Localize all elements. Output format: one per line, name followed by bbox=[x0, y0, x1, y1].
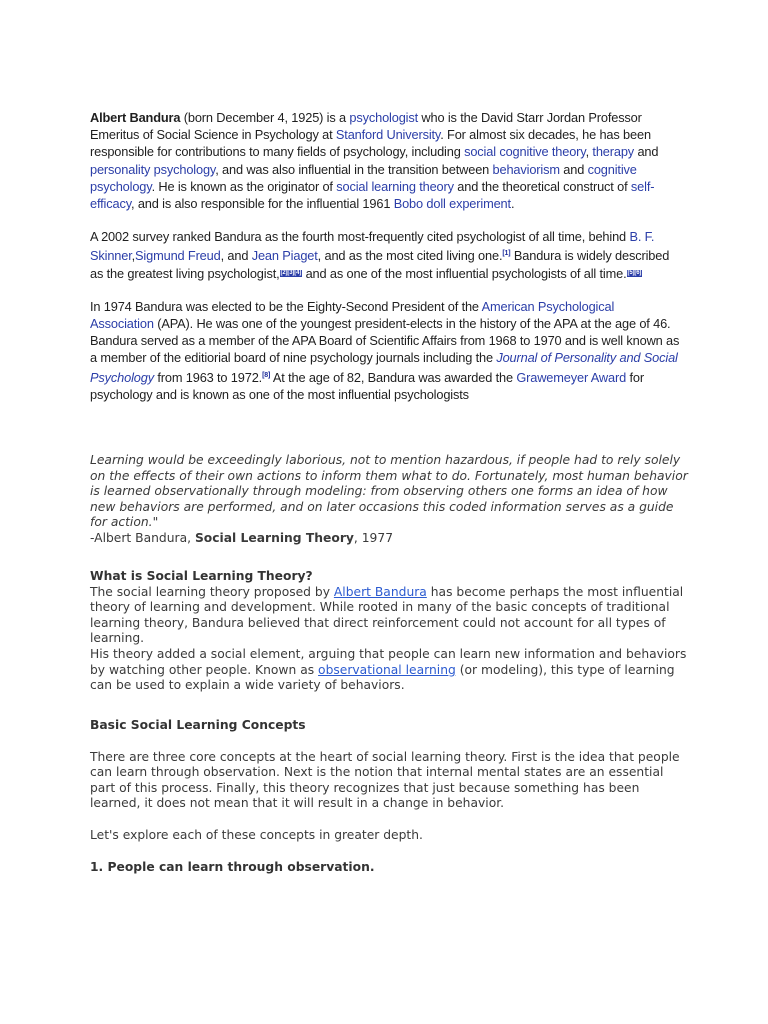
link-psychologist[interactable]: psychologist bbox=[349, 110, 419, 125]
link-personality-psychology[interactable]: personality psychology bbox=[90, 161, 216, 177]
body-paragraph: Let's explore each of these concepts in greater depth. bbox=[90, 827, 423, 842]
link-piaget[interactable]: Jean Piaget bbox=[251, 248, 318, 264]
bio-paragraph: Albert Bandura (born December 4, 1925) is a psychologist who is the David Starr Jordan Professor Emeritus of Social Science in Psychology at Stanford University. For almost six decades, he has been responsible for contributions to many fields of psychology, including social cognitive theory, therapy and personality psychology, and was also influential in the transition between behaviorism and cognitive psychology. He is known as the originator of social learning theory and the theoretical construct of self-efficacy, and is also responsible for the influential 1961 Bobo doll experiment. bbox=[90, 110, 659, 212]
apa-paragraph: In 1974 Bandura was elected to be the Eighty-Second President of the American Psychological Association (APA). He was one of the youngest president-elects in the history of the APA at the age of 46. Bandura served as a member of the APA Board of Scientific Affairs from 1968 to 1970 and is well known as a member of the editiorial board of nine psychology journals including the Journal of Personality and Social Psychology from 1963 to 1972.[8] At the age of 82, Bandura was awarded the Grawemeyer Award for psychology and is known as one of the most influential psychologists bbox=[90, 298, 680, 402]
link-apa[interactable]: American Psychological Association bbox=[90, 298, 615, 332]
link-social-learning-theory[interactable]: social learning theory bbox=[336, 178, 454, 194]
citation-paragraph: A 2002 survey ranked Bandura as the fourth most-frequently cited psychologist of all time, behind B. F. Skinner,Sigmund Freud, and Jean Piaget, and as the most cited living one.[1] Bandura is widely described as the greatest living psychologist,[2][3][4] and as one of the most influential psychologists of all time.[5][6] bbox=[90, 229, 670, 281]
quote-text: Learning would be exceedingly laborious, not to mention hazardous, if people had to rely solely on the effects of their own actions to inform them what to do. Fortunately, most human behavior is learned observationally through modeling: from observing others one forms an idea of how new behaviors are performed, and on later occasions this coded information serves as a guide for action." bbox=[90, 453, 688, 530]
quote-source-title: Social Learning Theory bbox=[194, 530, 354, 545]
footnote-ref-group[interactable]: [5][6] bbox=[627, 269, 642, 276]
footnote-ref[interactable]: [1] bbox=[502, 250, 511, 258]
link-bobo-doll[interactable]: Bobo doll experiment bbox=[393, 196, 511, 212]
footnote-ref-group[interactable]: [2][3][4] bbox=[280, 269, 302, 276]
link-social-cognitive-theory[interactable]: social cognitive theory bbox=[464, 144, 586, 160]
body-paragraph: His theory added a social element, arguing that people can learn new information and behaviors by watching other people. Known as observational learning (or modeling), this type of learning can be used to explain a wide variety of behaviors. bbox=[90, 646, 687, 693]
body-paragraph: The social learning theory proposed by Albert Bandura has become perhaps the most influential theory of learning and development. While rooted in many of the basic concepts of traditional learning theory, Bandura believed that direct reinforcement could not account for all types of learning. bbox=[90, 584, 684, 646]
link-journal[interactable]: Journal of Personality and Social Psychology bbox=[90, 350, 678, 385]
quote-block bbox=[90, 453, 690, 547]
subject-name: Albert Bandura bbox=[90, 110, 181, 125]
link-freud[interactable]: Sigmund Freud bbox=[135, 248, 221, 264]
body-paragraph: There are three core concepts at the heart of social learning theory. First is the idea that people can learn through observation. Next is the notion that internal mental states are an essential part of this process. Finally, this theory recognizes that just because something has been learned, it does not mean that it will result in a change in behavior. bbox=[90, 749, 680, 811]
link-self-efficacy[interactable]: self-efficacy bbox=[90, 178, 655, 212]
link-observational-learning[interactable]: observational learning bbox=[318, 662, 456, 677]
link-therapy[interactable]: therapy bbox=[592, 144, 635, 160]
link-behaviorism[interactable]: behaviorism bbox=[492, 161, 560, 177]
subsection-heading: 1. People can learn through observation. bbox=[90, 859, 375, 874]
link-grawemeyer[interactable]: Grawemeyer Award bbox=[516, 369, 627, 385]
footnote-ref[interactable]: [8] bbox=[262, 371, 271, 379]
link-skinner[interactable]: B. F. Skinner bbox=[90, 229, 655, 264]
section-what-is bbox=[90, 569, 690, 694]
section-heading: What is Social Learning Theory? bbox=[90, 569, 313, 583]
quote-attribution: -Albert Bandura, Social Learning Theory, 1977 bbox=[90, 530, 394, 545]
link-cognitive-psychology[interactable]: cognitive psychology bbox=[90, 161, 637, 194]
wiki-excerpt bbox=[90, 109, 680, 403]
section-concepts bbox=[90, 718, 690, 875]
link-stanford[interactable]: Stanford University bbox=[335, 127, 441, 143]
link-albert-bandura[interactable]: Albert Bandura bbox=[333, 584, 427, 599]
section-heading: Basic Social Learning Concepts bbox=[90, 718, 306, 732]
